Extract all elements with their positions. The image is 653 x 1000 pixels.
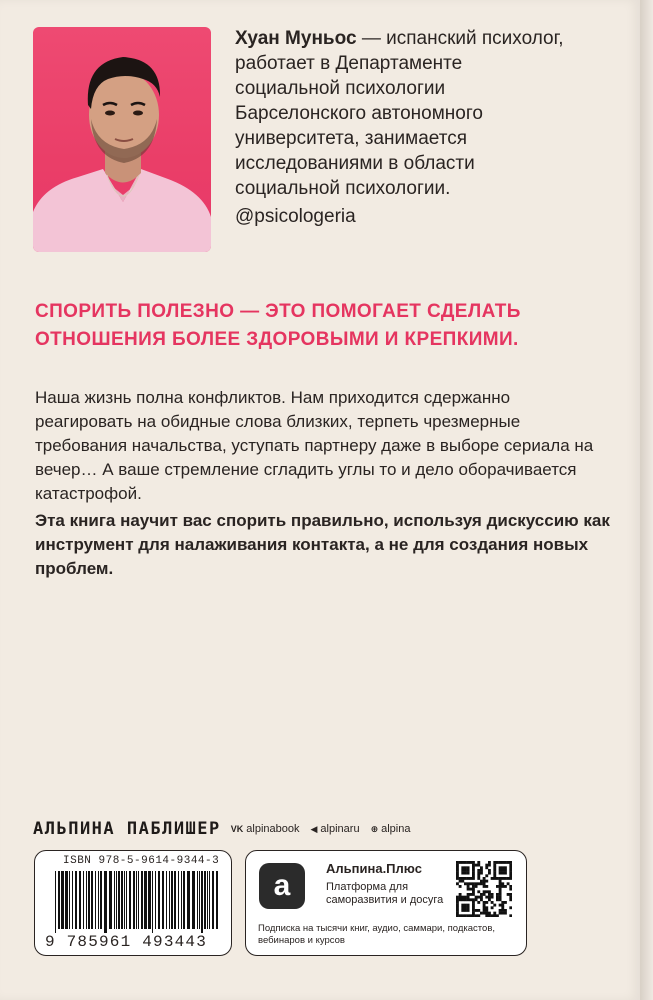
alpina-app-icon: a bbox=[259, 863, 305, 909]
alpina-plus-subtitle: Платформа для саморазвития и досуга bbox=[326, 881, 444, 906]
author-handle: @psicologeria bbox=[235, 206, 356, 227]
author-bio bbox=[235, 26, 565, 229]
telegram-icon: ◀ bbox=[310, 823, 318, 834]
publisher-row bbox=[33, 818, 593, 840]
isbn-label: ISBN 978-5-9614-9344-3 bbox=[63, 855, 220, 867]
vk-icon: VK bbox=[230, 824, 244, 834]
barcode-icon bbox=[55, 871, 219, 933]
social-link-vk[interactable] bbox=[231, 823, 300, 835]
headline: СПОРИТЬ ПОЛЕЗНО — ЭТО ПОМОГАЕТ СДЕЛАТЬ ОТНОШЕНИЯ БОЛЕЕ ЗДОРОВЫМИ И КРЕПКИМИ. bbox=[35, 301, 521, 350]
author-name: Хуан Муньос bbox=[235, 28, 357, 49]
book-description bbox=[35, 386, 610, 581]
social-link-telegram[interactable] bbox=[311, 823, 360, 835]
social-link-alpina[interactable] bbox=[371, 823, 411, 835]
description-bold: Эта книга научит вас спорить правильно, используя дискуссию как инструмент для налаживания контакта, а не для создания новых проблем. bbox=[35, 511, 610, 578]
qr-code-icon[interactable] bbox=[456, 861, 512, 917]
author-bio-text: — испанский психолог, работает в Департаменте социальной психологии Барселонского автономного университета, занимается исследованиями в области социальной психологии. bbox=[235, 28, 564, 199]
social-links bbox=[231, 823, 422, 835]
social-label: alpinaru bbox=[320, 823, 360, 835]
publisher-logo: АЛЬПИНА ПАБЛИШЕР bbox=[33, 819, 221, 839]
isbn-barcode bbox=[34, 850, 232, 956]
alpina-plus-promo bbox=[245, 850, 527, 956]
author-photo bbox=[33, 27, 211, 252]
plus-circle-icon: ⊕ bbox=[370, 823, 379, 834]
social-label: alpinabook bbox=[246, 823, 300, 835]
alpina-plus-title: Альпина.Плюс bbox=[326, 861, 422, 876]
description-paragraph: Наша жизнь полна конфликтов. Нам приходится сдержанно реагировать на обидные слова близких, терпеть чрезмерные требования начальства, уступать партнеру даже в выборе сериала на вечер… А ваше стремление сгладить углы то и дело оборачивается катастрофой. bbox=[35, 388, 594, 503]
page-edge bbox=[640, 0, 653, 1000]
social-label: alpina bbox=[381, 823, 411, 835]
alpina-plus-note: Подписка на тысячи книг, аудио, саммари, подкастов, вебинаров и курсов bbox=[258, 923, 496, 946]
isbn-digits: 9 785961 493443 bbox=[45, 933, 208, 951]
